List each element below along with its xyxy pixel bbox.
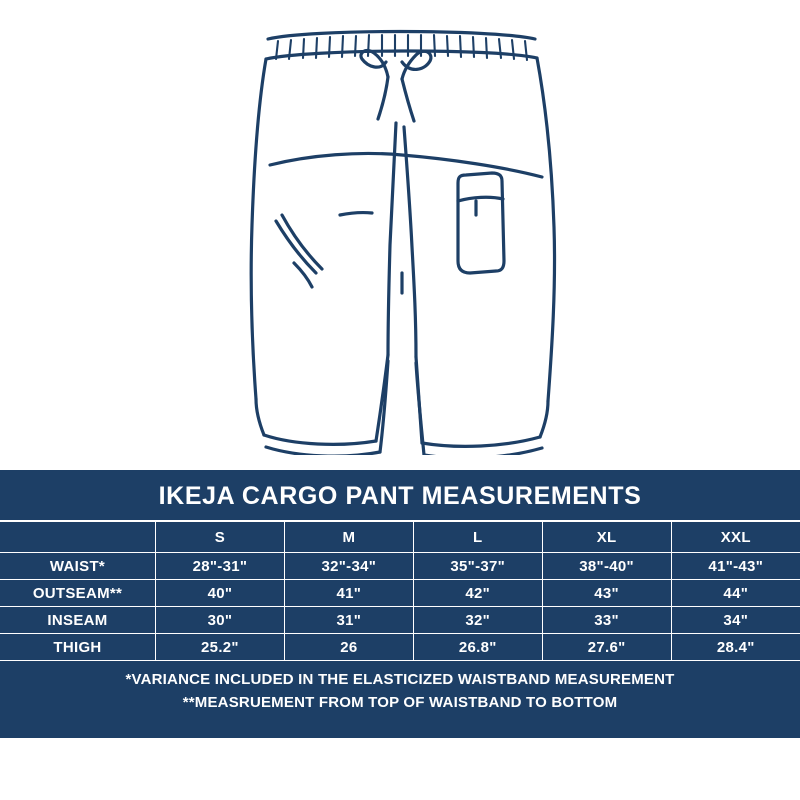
- note-outseam-method: **MEASRUEMENT FROM TOP OF WAISTBAND TO BOTTOM: [182, 694, 618, 712]
- size-header-l: L: [413, 522, 542, 553]
- cell-outseam-xxl: 44": [671, 580, 800, 607]
- cell-thigh-s: 25.2": [156, 634, 285, 661]
- measurements-table: [0, 522, 800, 661]
- table-row: [0, 553, 800, 580]
- table-corner-cell: [0, 522, 156, 553]
- table-row: [0, 580, 800, 607]
- cell-waist-xxl: 41"-43": [671, 553, 800, 580]
- cell-inseam-xxl: 34": [671, 607, 800, 634]
- cell-outseam-l: 42": [413, 580, 542, 607]
- cell-thigh-l: 26.8": [413, 634, 542, 661]
- cell-waist-m: 32"-34": [284, 553, 413, 580]
- table-header-row: [0, 522, 800, 553]
- cell-thigh-xxl: 28.4": [671, 634, 800, 661]
- cell-thigh-xl: 27.6": [542, 634, 671, 661]
- cell-inseam-m: 31": [284, 607, 413, 634]
- table-row: [0, 634, 800, 661]
- cell-inseam-xl: 33": [542, 607, 671, 634]
- cell-outseam-m: 41": [284, 580, 413, 607]
- note-waist-variance: *VARIANCE INCLUDED IN THE ELASTICIZED WAISTBAND MEASUREMENT: [125, 671, 675, 688]
- bottom-spacer: [0, 738, 800, 800]
- cell-inseam-l: 32": [413, 607, 542, 634]
- size-header-s: S: [156, 522, 285, 553]
- row-label-waist: WAIST*: [0, 553, 156, 580]
- size-header-xxl: XXL: [671, 522, 800, 553]
- table-row: [0, 607, 800, 634]
- size-header-xl: XL: [542, 522, 671, 553]
- cell-waist-s: 28"-31": [156, 553, 285, 580]
- chart-title: IKEJA CARGO PANT MEASUREMENTS: [0, 470, 800, 522]
- chart-notes: [0, 661, 800, 715]
- size-chart: [0, 470, 800, 738]
- cell-thigh-m: 26: [284, 634, 413, 661]
- cell-waist-xl: 38"-40": [542, 553, 671, 580]
- row-label-thigh: THIGH: [0, 634, 156, 661]
- row-label-inseam: INSEAM: [0, 607, 156, 634]
- cell-outseam-s: 40": [156, 580, 285, 607]
- cell-waist-l: 35"-37": [413, 553, 542, 580]
- cell-inseam-s: 30": [156, 607, 285, 634]
- cell-outseam-xl: 43": [542, 580, 671, 607]
- row-label-outseam: OUTSEAM**: [0, 580, 156, 607]
- cargo-pant-sketch-icon: [190, 15, 610, 455]
- size-header-m: M: [284, 522, 413, 553]
